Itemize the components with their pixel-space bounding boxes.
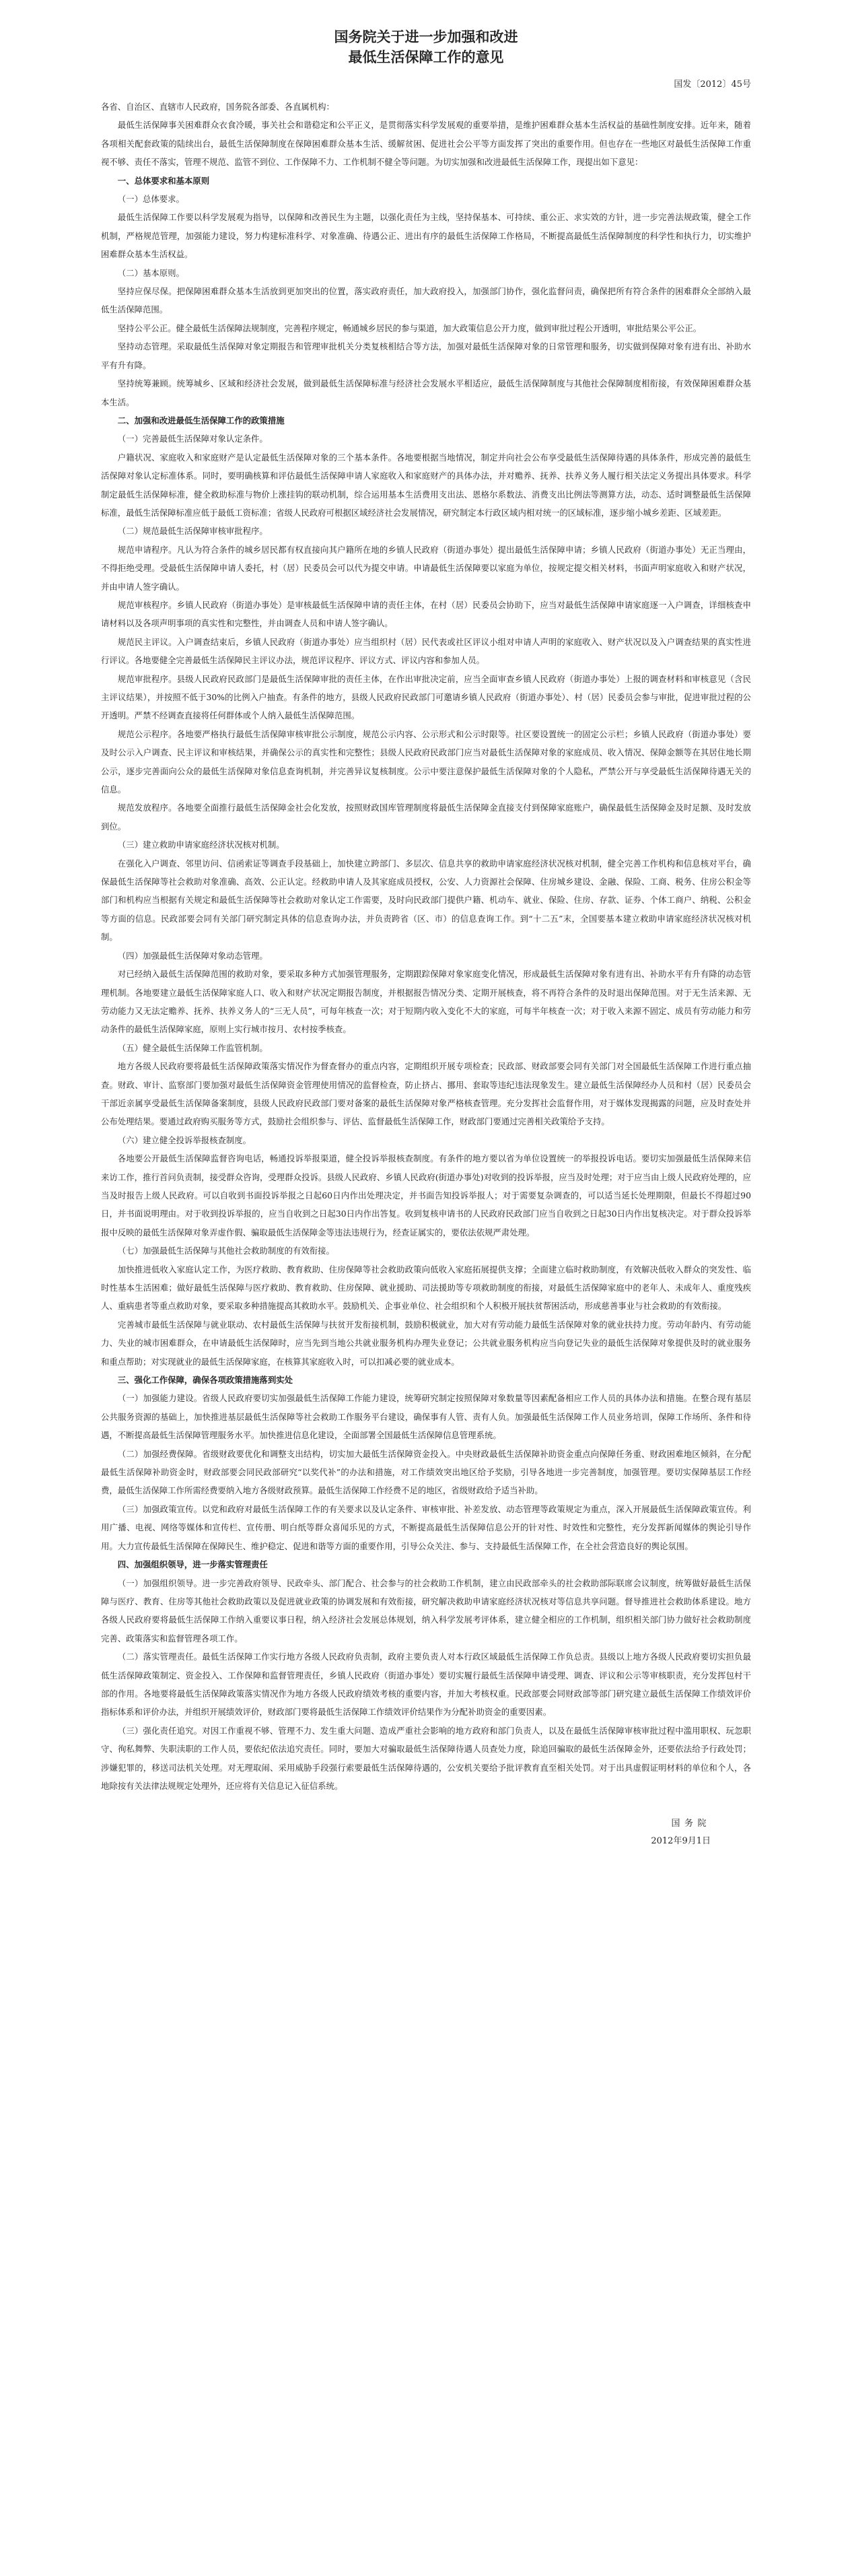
title-line-2: 最低生活保障工作的意见 [348,48,504,65]
title-line-1: 国务院关于进一步加强和改进 [334,28,518,45]
document-body [101,98,751,1795]
subsection-paragraph: （二）基本原则。 [117,267,184,278]
body-paragraph: 规范发放程序。各地要全面推行最低生活保障金社会化发放，按照财政国库管理制度将最低生活保障金直接支付到保障家庭账户，确保最低生活保障金及时足额、及时发放到位。 [101,803,751,832]
body-paragraph: 对已经纳入最低生活保障范围的救助对象，要采取多种方式加强管理服务，定期跟踪保障对象家庭变化情况，形成最低生活保障对象有进有出、补助水平有升有降的动态管理机制。各地要建立最低生活保障家庭人口、收入和财产状况定期报告制度，并根据报告情况分类、定期开展核查，将不再符合条件的及时退出保障范围。对于无生活来源、无劳动能力又无法定赡养、抚养、扶养义务人的“三无人员”，可每年核查一次；对于短期内收入变化不大的家庭，可每半年核查一次；对于收入来源不固定、成员有劳动能力和劳动条件的最低生活保障家庭，原则上实行城市按月、农村按季核查。 [101,969,751,1035]
subsection-paragraph: （六）建立健全投诉举报核查制度。 [117,1134,252,1145]
subsection-paragraph: （二）加强经费保障。省级财政要优化和调整支出结构，切实加大最低生活保障资金投入。中央财政最低生活保障补助资金重点向保障任务重、财政困难地区倾斜，在分配最低生活保障补助资金时，财政部要会同民政部研究“以奖代补”的办法和措施，对工作绩效突出地区给予奖励，引导各地进一步完善制度，加强管理。要切实保障基层工作经费，最低生活保障工作所需经费要纳入地方各级财政预算。最低生活保障工作经费不足的地区，省级财政给予适当补助。 [101,1448,751,1496]
section-heading: 四、加强组织领导，进一步落实管理责任 [117,1559,268,1570]
subsection-paragraph: （二）规范最低生活保障审核审批程序。 [117,526,268,537]
subsection-paragraph: （五）健全最低生活保障工作监管机制。 [117,1042,268,1053]
body-paragraph: 加快推进低收入家庭认定工作，为医疗救助、教育救助、住房保障等社会救助政策向低收入家庭拓展提供支撑；全面建立临时救助制度，有效解决低收入群众的突发性、临时性基本生活困难；做好最低生活保障与医疗救助、教育救助、住房保障、就业援助、司法援助等专项救助制度的衔接，对最低生活保障家庭中的老年人、未成年人、重度残疾人、重病患者等重点救助对象，要采取多种措施提高其救助水平。鼓励机关、企事业单位、社会组织和个人积极开展扶贫帮困活动，形成慈善事业与社会救助的有效衔接。 [101,1264,751,1312]
salutation: 各省、自治区、直辖市人民政府，国务院各部委、各直属机构： [101,102,334,112]
subsection-paragraph: （四）加强最低生活保障对象动态管理。 [117,950,268,961]
body-paragraph: 规范申请程序。凡认为符合条件的城乡居民都有权直接向其户籍所在地的乡镇人民政府（街道办事处）提出最低生活保障申请；乡镇人民政府（街道办事处）无正当理由，不得拒绝受理。受最低生活保障申请人委托，村（居）民委员会可以代为提交申请。申请最低生活保障要以家庭为单位，按规定提交相关材料，书面声明家庭收入和财产状况，并由申请人签字确认。 [101,544,751,592]
body-paragraph: 坚持公平公正。健全最低生活保障法规制度，完善程序规定，畅通城乡居民的参与渠道，加大政策信息公开力度，做到审批过程公开透明，审批结果公平公正。 [117,323,702,333]
body-paragraph: 规范民主评议。入户调查结束后，乡镇人民政府（街道办事处）应当组织村（居）民代表或社区评议小组对申请人声明的家庭收入、财产状况以及入户调查结果的真实性进行评议。各地要健全完善最低生活保障民主评议办法，规范评议程序、评议方式、评议内容和参加人员。 [101,636,751,666]
body-paragraph: 规范审核程序。乡镇人民政府（街道办事处）是审核最低生活保障申请的责任主体，在村（居）民委员会协助下，应当对最低生活保障申请家庭逐一入户调查，详细核查申请材料以及各项声明事项的真实性和完整性，并由调查人员和申请人签字确认。 [101,599,751,629]
section-heading: 一、总体要求和基本原则 [117,175,210,186]
subsection-paragraph: （七）加强最低生活保障与其他社会救助制度的有效衔接。 [117,1246,334,1256]
body-paragraph: 规范审批程序。县级人民政府民政部门是最低生活保障审批的责任主体，在作出审批决定前，应当全面审查乡镇人民政府（街道办事处）上报的调查材料和审核意见（含民主评议结果），并按照不低于30%的比例入户抽查。有条件的地方，县级人民政府民政部门可邀请乡镇人民政府（街道办事处）、村（居）民委员会参与审批，促进审批过程的公开透明。严禁不经调查直接将任何群体或个人纳入最低生活保障范围。 [101,673,751,721]
signature-block [101,1815,751,1850]
subsection-paragraph: （三）建立救助申请家庭经济状况核对机制。 [117,840,285,850]
subsection-paragraph: （一）总体要求。 [117,194,184,205]
subsection-paragraph: （二）落实管理责任。最低生活保障工作实行地方各级人民政府负责制，政府主要负责人对本行政区域最低生活保障工作负总责。县级以上地方各级人民政府要切实担负最低生活保障政策制定、资金投入、工作保障和监督管理责任，乡镇人民政府（街道办事处）要切实履行最低生活保障申请受理、调查、评议和公示等审核职责，充分发挥包村干部的作用。各地要将最低生活保障政策落实情况作为地方各级人民政府绩效考核的重要内容，并加大考核权重。民政部要会同财政部等部门研究建立最低生活保障工作绩效评价指标体系和评价办法，并组织开展绩效评价，财政部门要将最低生活保障工作绩效评价结果作为分配补助资金的重要因素。 [101,1652,751,1718]
body-paragraph: 最低生活保障工作要以科学发展观为指导，以保障和改善民生为主题，以强化责任为主线，坚持保基本、可持续、重公正、求实效的方针，进一步完善法规政策，健全工作机制，严格规范管理，加强能力建设，努力构建标准科学、对象准确、待遇公正、进出有序的最低生活保障工作格局，不断提高最低生活保障制度的科学性和执行力，切实维护困难群众基本生活权益。 [101,212,751,260]
subsection-paragraph: （一）加强能力建设。省级人民政府要切实加强最低生活保障工作能力建设，统筹研究制定按照保障对象数量等因素配备相应工作人员的具体办法和措施。在整合现有基层公共服务资源的基础上，加快推进基层最低生活保障等社会救助工作服务平台建设，确保事有人管、责有人负。加强最低生活保障工作人员业务培训，保障工作场所、条件和待遇，不断提高最低生活保障管理服务水平。加快推进信息化建设，全面部署全国最低生活保障信息管理系统。 [101,1393,751,1441]
body-paragraph: 坚持动态管理。采取最低生活保障对象定期报告和管理审批机关分类复核相结合等方法，加强对最低生活保障对象的日常管理和服务，切实做到保障对象有进有出、补助水平有升有降。 [101,341,751,370]
signature-org: 国务院 [671,1819,711,1829]
subsection-paragraph: （三）强化责任追究。对因工作重视不够、管理不力、发生重大问题、造成严重社会影响的地方政府和部门负责人，以及在最低生活保障审核审批过程中滥用职权、玩忽职守、徇私舞弊、失职渎职的工作人员，要依纪依法追究责任。同时，要加大对骗取最低生活保障待遇人员查处力度，除追回骗取的最低生活保障金外，还要依法给予行政处罚；涉嫌犯罪的，移送司法机关处理。对无理取闹、采用威胁手段强行索要最低生活保障待遇的，公安机关要给予批评教育直至相关处罚。对于出具虚假证明材料的单位和个人，各地除按有关法律法规规定处理外，还应将有关信息记入征信系统。 [101,1725,751,1791]
body-paragraph: 坚持统筹兼顾。统筹城乡、区域和经济社会发展，做到最低生活保障标准与经济社会发展水平相适应，最低生活保障制度与其他社会保障制度相衔接，有效保障困难群众基本生活。 [101,378,751,407]
section-heading: 二、加强和改进最低生活保障工作的政策措施 [117,415,285,426]
signature-date: 2012年9月1日 [651,1836,711,1847]
document-number: 国发〔2012〕45号 [674,79,751,90]
body-paragraph: 完善城市最低生活保障与就业联动、农村最低生活保障与扶贫开发衔接机制，鼓励积极就业，加大对有劳动能力最低生活保障对象的就业扶持力度。劳动年龄内、有劳动能力、失业的城市困难群众，在申请最低生活保障时，应当先到当地公共就业服务机构办理失业登记；公共就业服务机构应当向登记失业的最低生活保障对象提供及时的就业服务和重点帮助；对实现就业的最低生活保障家庭，在核算其家庭收入时，可以扣减必要的就业成本。 [101,1319,751,1367]
body-paragraph: 最低生活保障事关困难群众衣食冷暖，事关社会和谐稳定和公平正义，是贯彻落实科学发展观的重要举措，是维护困难群众基本生活权益的基础性制度安排。近年来，随着各项相关配套政策的陆续出台，最低生活保障制度在保障困难群众基本生活、缓解贫困、促进社会公平等方面发挥了突出的重要作用。但也存在一些地区对最低生活保障工作重视不够、责任不落实，管理不规范、监管不到位、工作保障不力、工作机制不健全等问题。为切实加强和改进最低生活保障工作，现提出如下意见： [101,120,751,168]
body-paragraph: 户籍状况、家庭收入和家庭财产是认定最低生活保障对象的三个基本条件。各地要根据当地情况，制定并向社会公布享受最低生活保障待遇的具体条件，形成完善的最低生活保障对象认定标准体系。同时，要明确核算和评估最低生活保障申请人家庭收入和家庭财产的具体办法，并对赡养、抚养、扶养义务人履行相关法定义务提出具体要求。科学制定最低生活保障标准，健全救助标准与物价上涨挂钩的联动机制，综合运用基本生活费用支出法、恩格尔系数法、消费支出比例法等测算方法，动态、适时调整最低生活保障标准，最低生活保障标准应低于最低工资标准；省级人民政府可根据区域经济社会发展情况，研究制定本行政区域内相对统一的区域标准，逐步缩小城乡差距、区域差距。 [101,452,751,518]
body-paragraph: 在强化入户调查、邻里访问、信函索证等调查手段基础上，加快建立跨部门、多层次、信息共享的救助申请家庭经济状况核对机制，健全完善工作机构和信息核对平台，确保最低生活保障等社会救助对象准确、高效、公正认定。经救助申请人及其家庭成员授权，公安、人力资源社会保障、住房城乡建设、金融、保险、工商、税务、住房公积金等部门和机构应当根据有关规定和最低生活保障等社会救助对象认定工作需要，及时向民政部门提供户籍、机动车、就业、保险、住房、存款、证券、个体工商户、纳税、公积金等方面的信息。民政部要会同有关部门研究制定具体的信息查询办法，并负责跨省（区、市）的信息查询工作。到“十二五”末，全国要基本建立救助申请家庭经济状况核对机制。 [101,858,751,943]
subsection-paragraph: （一）完善最低生活保障对象认定条件。 [117,434,268,444]
section-heading: 三、强化工作保障，确保各项政策措施落到实处 [117,1375,293,1386]
body-paragraph: 地方各级人民政府要将最低生活保障政策落实情况作为督查督办的重点内容，定期组织开展专项检查；民政部、财政部要会同有关部门对全国最低生活保障工作进行重点抽查。财政、审计、监察部门要加强对最低生活保障资金管理使用情况的监督检查，防止挤占、挪用、套取等违纪违法现象发生。建立最低生活保障经办人员和村（居）民委员会干部近亲属享受最低生活保障备案制度，县级人民政府民政部门要对备案的最低生活保障对象严格核查管理。充分发挥社会监督作用，对于媒体发现揭露的问题，应及时查处并公布处理结果。要通过政府购买服务等方式，鼓励社会组织参与、评估、监督最低生活保障工作，财政部门要通过完善相关政策给予支持。 [101,1061,751,1127]
body-paragraph: 规范公示程序。各地要严格执行最低生活保障审核审批公示制度，规范公示内容、公示形式和公示时限等。社区要设置统一的固定公示栏；乡镇人民政府（街道办事处）要及时公示入户调查、民主评议和审核结果，并确保公示的真实性和完整性；县级人民政府民政部门应当对最低生活保障对象的家庭成员、收入情况、保障金额等在其居住地长期公示，逐步完善面向公众的最低生活保障对象信息查询机制，并完善异议复核制度。公示中要注意保护最低生活保障对象的个人隐私，严禁公开与享受最低生活保障待遇无关的信息。 [101,728,751,795]
body-paragraph: 坚持应保尽保。把保障困难群众基本生活放到更加突出的位置，落实政府责任，加大政府投入，加强部门协作，强化监督问责，确保把所有符合条件的困难群众全部纳入最低生活保障范围。 [101,286,751,315]
subsection-paragraph: （三）加强政策宣传。以党和政府对最低生活保障工作的有关要求以及认定条件、审核审批、补差发放、动态管理等政策规定为重点，深入开展最低生活保障政策宣传。利用广播、电视、网络等媒体和宣传栏、宣传册、明白纸等群众喜闻乐见的方式，不断提高最低生活保障信息公开的针对性、时效性和完整性，充分发挥新闻媒体的舆论引导作用。大力宣传最低生活保障在保障民生、维护稳定、促进和谐等方面的重要作用，引导公众关注、参与、支持最低生活保障工作，在全社会营造良好的舆论氛围。 [101,1503,751,1551]
body-paragraph: 各地要公开最低生活保障监督咨询电话，畅通投诉举报渠道，健全投诉举报核查制度。有条件的地方要以省为单位设置统一的举报投诉电话。要切实加强最低生活保障来信来访工作，推行首问负责制，接受群众咨询，受理群众投诉。县级人民政府、乡镇人民政府(街道办事处)对收到的投诉举报，应当及时处理；对于应当由上级人民政府处理的，应当及时报告上级人民政府。可以自收到书面投诉举报之日起60日内作出处理决定，并书面告知投诉举报人；对于需要复杂调查的，可以适当延长处理期限，但最长不得超过90日，并书面说明理由。对于收到投诉举报的，应当自收到之日起30日内作出答复。收到复核申请书的人民政府民政部门应当自收到之日起30日内作出复核决定。对于群众投诉举报中反映的最低生活保障对象弄虚作假、骗取最低生活保障金等违法违规行为，经查证属实的，要依法依规严肃处理。 [101,1153,751,1238]
document-title [101,27,751,67]
subsection-paragraph: （一）加强组织领导。进一步完善政府领导、民政牵头、部门配合、社会参与的社会救助工作机制，建立由民政部牵头的社会救助部际联席会议制度，统筹做好最低生活保障与医疗、教育、住房等其他社会救助政策以及促进就业政策的协调发展和有效衔接，研究解决救助申请家庭经济状况核对等信息共享问题。督导推进社会救助体系建设。地方各级人民政府要将最低生活保障工作纳入重要议事日程，纳入经济社会发展总体规划，纳入科学发展考评体系，建立健全相应的工作机制，组织相关部门协力做好社会救助制度完善、政策落实和监督管理各项工作。 [101,1578,751,1643]
